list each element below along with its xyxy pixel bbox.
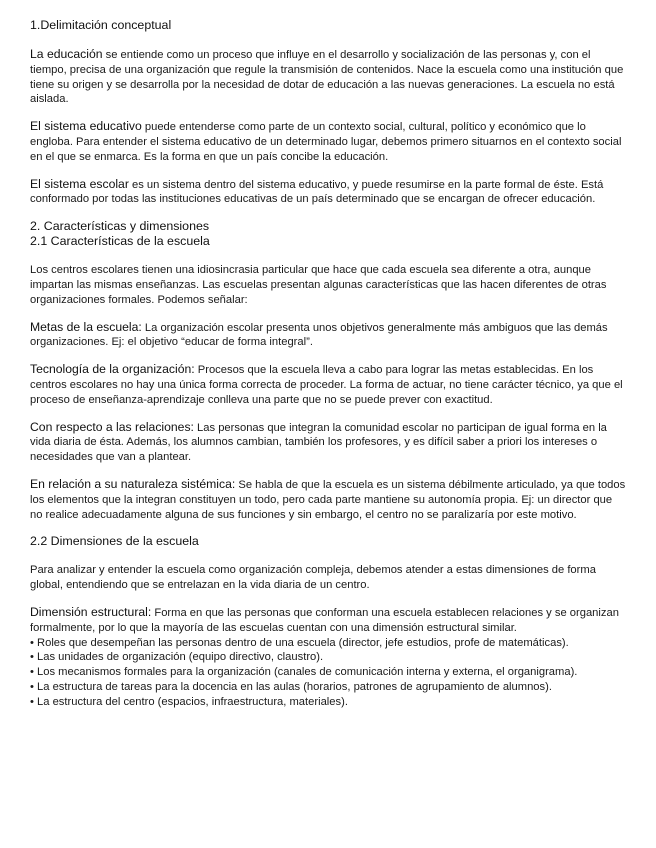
section-heading-2-2: 2.2 Dimensiones de la escuela: [30, 534, 199, 549]
term-sistema-escolar: El sistema escolar: [30, 176, 129, 191]
text-sistemica: Se habla de que la escuela es un sistema débilmente articulado, ya que todos los elementos que la integran constituyen un todo, pero cada parte mantiene su autonomía propia. Ej: un director que no realice adecuadamente alguna de sus funciones y sin embargo, el centro no se paralizaría por este motivo.: [30, 478, 626, 521]
term-sistema-educativo: El sistema educativo: [30, 119, 142, 134]
bullet-list-dimension-estructural: [30, 636, 626, 710]
text-educacion: se entiende como un proceso que influye en el desarrollo y socialización de las personas y, con el tiempo, precisa de una organización que regule la transmisión de contenidos. Nace la escuela como una institución que tiene su origen y se desarrolla por la necesidad de dotar de educación a las nuevas generaciones. La escuela no está aislada.: [30, 49, 624, 106]
paragraph-metas: [30, 320, 626, 351]
bullet-item: • Las unidades de organización (equipo directivo, claustro).: [30, 651, 324, 664]
document-page: [30, 18, 626, 710]
paragraph-sistema-educativo: [30, 119, 626, 164]
paragraph-sistemica: [30, 477, 626, 522]
term-tecnologia: Tecnología de la organización:: [30, 362, 195, 377]
bullet-item: • La estructura del centro (espacios, infraestructura, materiales).: [30, 695, 348, 708]
text-dimension-estructural: Forma en que las personas que conforman una escuela establecen relaciones y se organizan formalmente, por lo que la mayoría de las escuelas cuentan con una dimensión estructural similar.: [30, 606, 619, 634]
paragraph-centros: Los centros escolares tienen una idiosincrasia particular que hace que cada escuela sea diferente a otra, aunque impartan las mismas enseñanzas. Las escuelas presentan algunas características que las hacen diferentes de otras organizaciones formales. Podemos señalar:: [30, 264, 607, 306]
term-relaciones: Con respecto a las relaciones:: [30, 419, 194, 434]
section-heading-1: 1.Delimitación conceptual: [30, 18, 172, 32]
text-sistema-educativo: puede entenderse como parte de un contexto social, cultural, político y económico que lo engloba. Para entender el sistema educativo de un determinado lugar, debemos primero situarnos en el contexto social en el que se enmarca. Es la forma en que un país concibe la educación.: [30, 121, 622, 163]
paragraph-tecnologia: [30, 362, 626, 407]
paragraph-sistema-escolar: [30, 177, 626, 208]
text-metas: La organización escolar presenta unos objetivos generalmente más ambiguos que las demás organizaciones. Ej: el objetivo “educar de forma integral”.: [30, 321, 608, 349]
section-heading-2: 2. Características y dimensiones: [30, 219, 210, 234]
text-relaciones: Las personas que integran la comunidad escolar no participan de igual forma en la vida diaria de ésta. Además, los alumnos cambian, también los profesores, y es difícil saber a priori los intereses o necesidades que van a plantear.: [30, 421, 607, 464]
term-dimension-estructural: Dimensión estructural:: [30, 604, 152, 619]
paragraph-relaciones: [30, 420, 626, 465]
paragraph-analizar: Para analizar y entender la escuela como organización compleja, debemos atender a estas dimensiones de forma global, entendiendo que se entrelazan en la vida diaria de un centro.: [30, 564, 596, 592]
text-tecnologia: Procesos que la escuela lleva a cabo para lograr las metas establecidas. En los centros escolares no hay una única forma correcta de proceder. La forma de actuar, no tiene carácter técnico, ya que el proceso de enseñanza-aprendizaje conlleva una parte que no se puede prever con exactitud.: [30, 364, 623, 406]
bullet-item: • Roles que desempeñan las personas dentro de una escuela (director, jefe estudios, profe de matemáticas).: [30, 636, 569, 649]
bullet-item: • Los mecanismos formales para la organización (canales de comunicación interna y externa, el organigrama).: [30, 666, 578, 679]
paragraph-dimension-estructural: [30, 605, 626, 636]
text-sistema-escolar: es un sistema dentro del sistema educativo, y puede resumirse en la parte formal de éste. Está conformado por todas las instituciones educativas de un país determinado que se encargan de ofrecer educación.: [30, 178, 604, 206]
term-educacion: La educación: [30, 47, 103, 61]
term-sistemica: En relación a su naturaleza sistémica:: [30, 476, 236, 491]
term-metas: Metas de la escuela:: [30, 319, 142, 334]
bullet-item: • La estructura de tareas para la docencia en las aulas (horarios, patrones de agrupamiento de alumnos).: [30, 680, 552, 693]
paragraph-educacion: [30, 47, 626, 107]
section-heading-2-1: 2.1 Características de la escuela: [30, 234, 210, 249]
